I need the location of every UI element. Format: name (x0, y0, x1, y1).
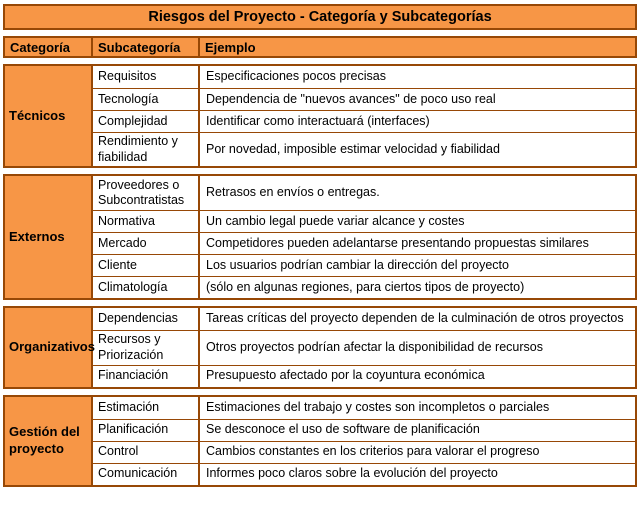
example-cell: (sólo en algunas regiones, para ciertos tipos de proyecto) (206, 279, 525, 294)
example-cell: Competidores pueden adelantarse presentando propuestas similares (206, 235, 589, 250)
section-rows (93, 176, 635, 298)
example-cell: Tareas críticas del proyecto dependen de la culminación de otros proyectos (206, 311, 624, 326)
table-row (93, 110, 635, 132)
section-rows (93, 397, 635, 485)
category-cell: Gestión del proyecto (5, 397, 93, 485)
example-cell: Informes poco claros sobre la evolución del proyecto (206, 466, 498, 481)
subcategory-cell: Tecnología (93, 89, 200, 110)
section-rows (93, 308, 635, 386)
table-row (93, 463, 635, 485)
example-cell: Especificaciones pocos precisas (206, 69, 386, 84)
category-cell: Organizativos (5, 308, 93, 386)
table-row (93, 232, 635, 254)
section-tecnicos (3, 64, 637, 168)
section-rows (93, 66, 635, 166)
table-row (93, 365, 635, 387)
example-cell: Se desconoce el uso de software de planificación (206, 422, 480, 437)
table-row (93, 132, 635, 166)
subcategory-cell: Proveedores o Subcontratistas (93, 176, 200, 210)
category-cell: Técnicos (5, 66, 93, 166)
example-cell: Los usuarios podrían cambiar la dirección del proyecto (206, 257, 509, 272)
example-cell: Presupuesto afectado por la coyuntura económica (206, 368, 485, 383)
table-row (93, 276, 635, 298)
subcategory-cell: Financiación (93, 366, 200, 387)
subcategory-cell: Recursos y Priorización (93, 331, 200, 364)
subcategory-column-header: Subcategoría (93, 38, 200, 56)
table-row (93, 66, 635, 88)
table-row (93, 330, 635, 364)
table-row (93, 254, 635, 276)
table-header-row (3, 36, 637, 58)
subcategory-cell: Comunicación (93, 464, 200, 485)
section-externos (3, 174, 637, 300)
section-organizativos (3, 306, 637, 388)
subcategory-cell: Planificación (93, 420, 200, 441)
subcategory-cell: Complejidad (93, 111, 200, 132)
section-gestion-del-proyecto (3, 395, 637, 487)
subcategory-cell: Climatología (93, 277, 200, 298)
table-row (93, 308, 635, 330)
table-title: Riesgos del Proyecto - Categoría y Subcategorías (148, 9, 492, 25)
example-cell: Otros proyectos podrían afectar la disponibilidad de recursos (206, 340, 543, 355)
subcategory-cell: Requisitos (93, 66, 200, 88)
table-row (93, 210, 635, 232)
subcategory-cell: Cliente (93, 255, 200, 276)
subcategory-cell: Estimación (93, 397, 200, 419)
example-cell: Cambios constantes en los criterios para valorar el progreso (206, 444, 540, 459)
subcategory-cell: Rendimiento y fiabilidad (93, 133, 200, 166)
example-cell: Estimaciones del trabajo y costes son incompletos o parciales (206, 399, 550, 414)
subcategory-cell: Normativa (93, 211, 200, 232)
category-cell: Externos (5, 176, 93, 298)
table-title-bar (3, 4, 637, 30)
example-cell: Un cambio legal puede variar alcance y costes (206, 213, 465, 228)
example-column-header: Ejemplo (205, 39, 256, 55)
table-row (93, 397, 635, 419)
example-cell: Por novedad, imposible estimar velocidad y fiabilidad (206, 141, 500, 156)
table-row (93, 88, 635, 110)
table-row (93, 176, 635, 210)
table-row (93, 419, 635, 441)
subcategory-cell: Dependencias (93, 308, 200, 330)
example-cell: Dependencia de "nuevos avances" de poco uso real (206, 91, 496, 106)
category-column-header: Categoría (5, 38, 93, 56)
example-cell: Retrasos en envíos o entregas. (206, 185, 380, 200)
table-row (93, 441, 635, 463)
subcategory-cell: Mercado (93, 233, 200, 254)
example-cell: Identificar como interactuará (interfaces) (206, 113, 430, 128)
subcategory-cell: Control (93, 442, 200, 463)
